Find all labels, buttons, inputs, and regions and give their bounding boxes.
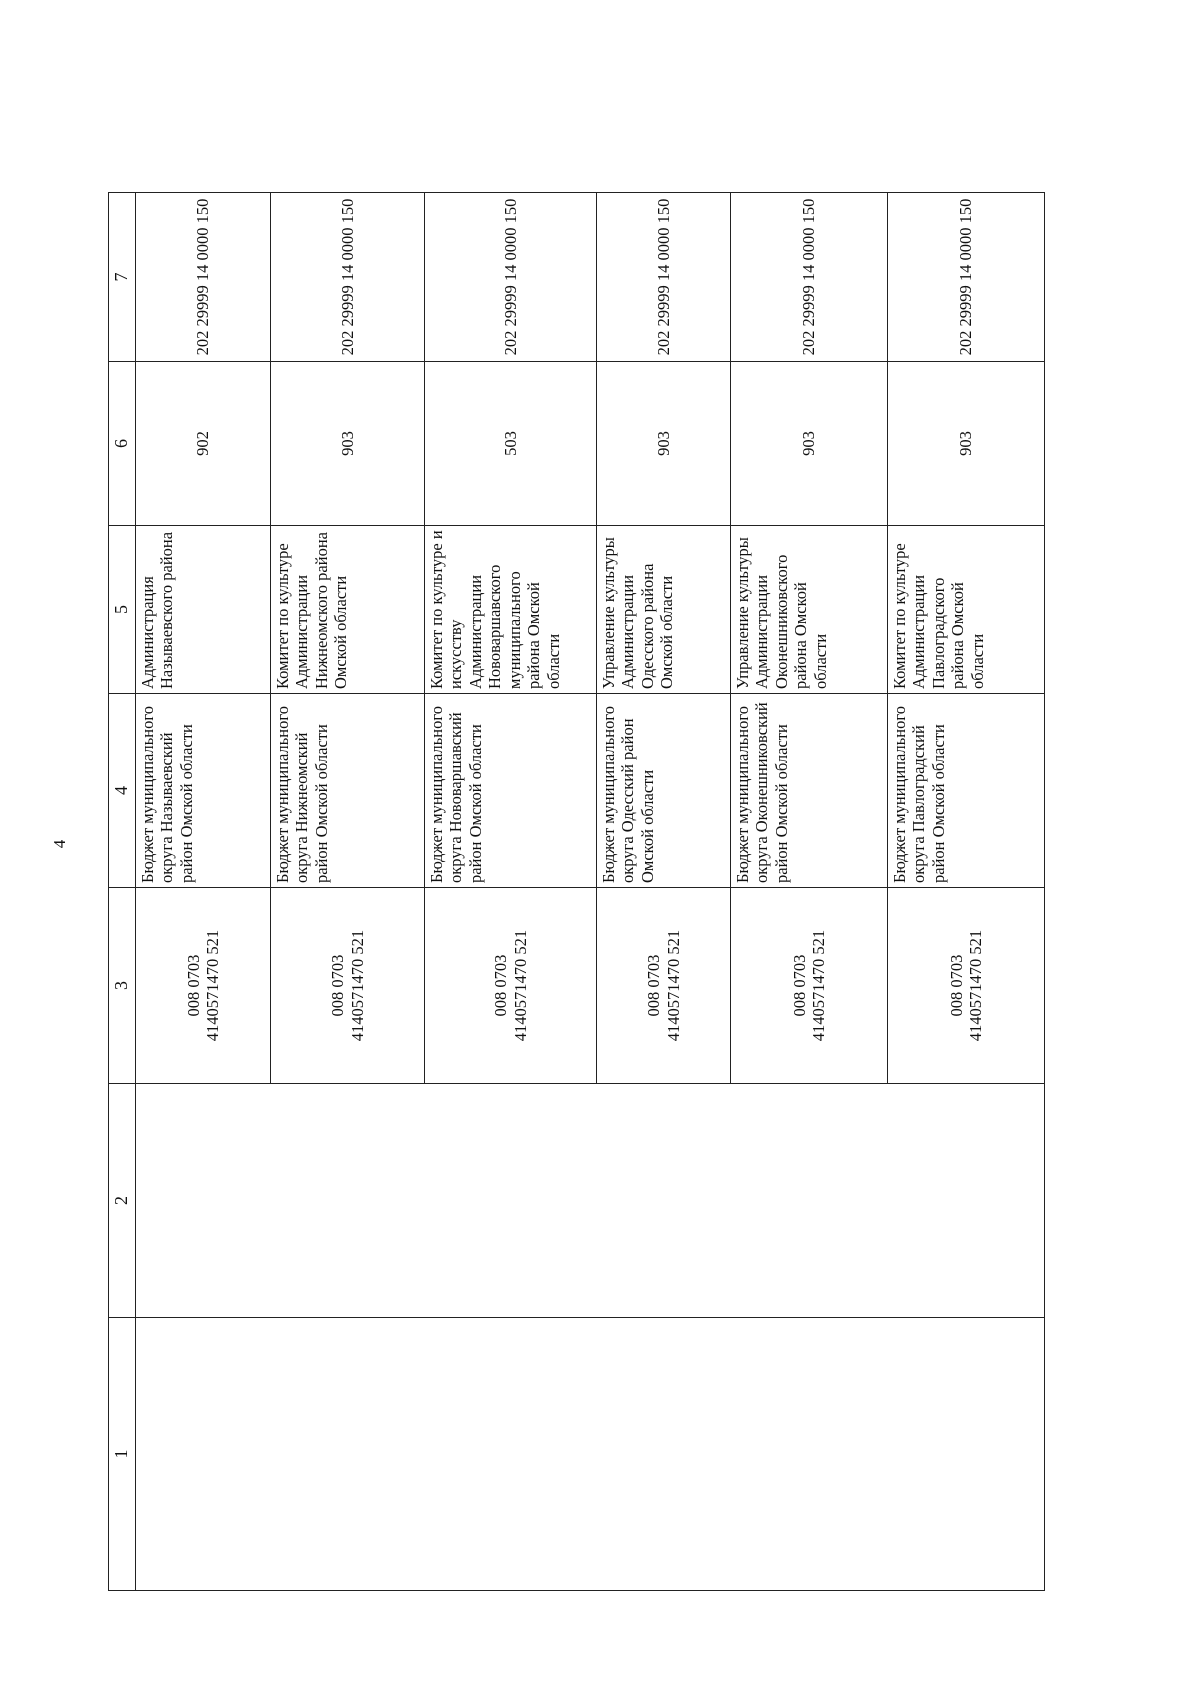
header-col-7: 7 [109,193,136,362]
cell-revenue-code: 202 29999 14 0000 150 [888,193,1045,362]
cell-code [136,888,271,1084]
cell-col-2 [271,1084,425,1318]
cell-administrator: Управление культуры Администрации Одесского района Омской области [597,526,731,694]
page-number: 4 [50,839,69,849]
header-col-1: 1 [109,1318,136,1591]
header-col-3: 3 [109,888,136,1084]
code-part-2: 4140571470 521 [347,929,367,1042]
cell-col-2 [597,1084,731,1318]
code-part-2: 4140571470 521 [809,929,828,1042]
cell-administrator: Управление культуры Администрации Оконешниковского района Омской области [731,526,888,694]
cell-code [888,888,1045,1084]
cell-col-1 [425,1318,597,1591]
cell-budget: Бюджет муниципального округа Оконешниковский район Омской области [731,694,888,888]
cell-admin-code: 902 [136,362,271,526]
code-part-1: 008 0703 [491,954,511,1017]
header-row [109,193,136,1591]
code-part-1: 008 0703 [789,954,809,1017]
code-part-1: 008 0703 [644,954,664,1017]
cell-administrator: Комитет по культуре Администрации Нижнеомского района Омской области [271,526,425,694]
code-part-1: 008 0703 [183,954,203,1017]
cell-col-2 [888,1084,1045,1318]
cell-revenue-code: 202 29999 14 0000 150 [271,193,425,362]
cell-budget: Бюджет муниципального округа Называевский район Омской области [136,694,271,888]
cell-col-1 [136,1318,271,1591]
cell-administrator: Комитет по культуре и искусству Администрации Нововаршавского муниципального района Омской области [425,526,597,694]
cell-admin-code: 903 [731,362,888,526]
table-row [425,193,597,1591]
cell-admin-code: 903 [271,362,425,526]
cell-budget: Бюджет муниципального округа Нижнеомский район Омской области [271,694,425,888]
cell-col-1 [888,1318,1045,1591]
table-row [888,193,1045,1591]
cell-col-1 [271,1318,425,1591]
header-col-6: 6 [109,362,136,526]
cell-budget: Бюджет муниципального округа Нововаршавский район Омской области [425,694,597,888]
cell-col-2 [425,1084,597,1318]
cell-administrator: Администрация Называевского района [136,526,271,694]
cell-col-2 [136,1084,271,1318]
code-part-2: 4140571470 521 [203,929,222,1042]
code-part-1: 008 0703 [946,954,966,1017]
cell-col-1 [597,1318,731,1591]
cell-budget: Бюджет муниципального округа Павлоградский район Омской области [888,694,1045,888]
cell-code [731,888,888,1084]
cell-admin-code: 903 [888,362,1045,526]
cell-revenue-code: 202 29999 14 0000 150 [136,193,271,362]
header-col-4: 4 [109,694,136,888]
cell-admin-code: 503 [425,362,597,526]
budget-table [108,192,1045,1591]
cell-revenue-code: 202 29999 14 0000 150 [597,193,731,362]
cell-col-1 [731,1318,888,1591]
cell-code [271,888,425,1084]
rotated-table-container [108,193,1044,1591]
cell-col-2 [731,1084,888,1318]
header-col-2: 2 [109,1084,136,1318]
cell-admin-code: 903 [597,362,731,526]
table-row [136,193,271,1591]
cell-budget: Бюджет муниципального округа Одесский район Омской области [597,694,731,888]
header-col-5: 5 [109,526,136,694]
cell-code [597,888,731,1084]
table-row [731,193,888,1591]
code-part-1: 008 0703 [328,954,348,1017]
cell-revenue-code: 202 29999 14 0000 150 [731,193,888,362]
code-part-2: 4140571470 521 [510,929,530,1042]
table-row [597,193,731,1591]
code-part-2: 4140571470 521 [966,929,985,1042]
table-row [271,193,425,1591]
cell-code [425,888,597,1084]
cell-administrator: Комитет по культуре Администрации Павлоградского района Омской области [888,526,1045,694]
cell-revenue-code: 202 29999 14 0000 150 [425,193,597,362]
code-part-2: 4140571470 521 [663,929,683,1042]
